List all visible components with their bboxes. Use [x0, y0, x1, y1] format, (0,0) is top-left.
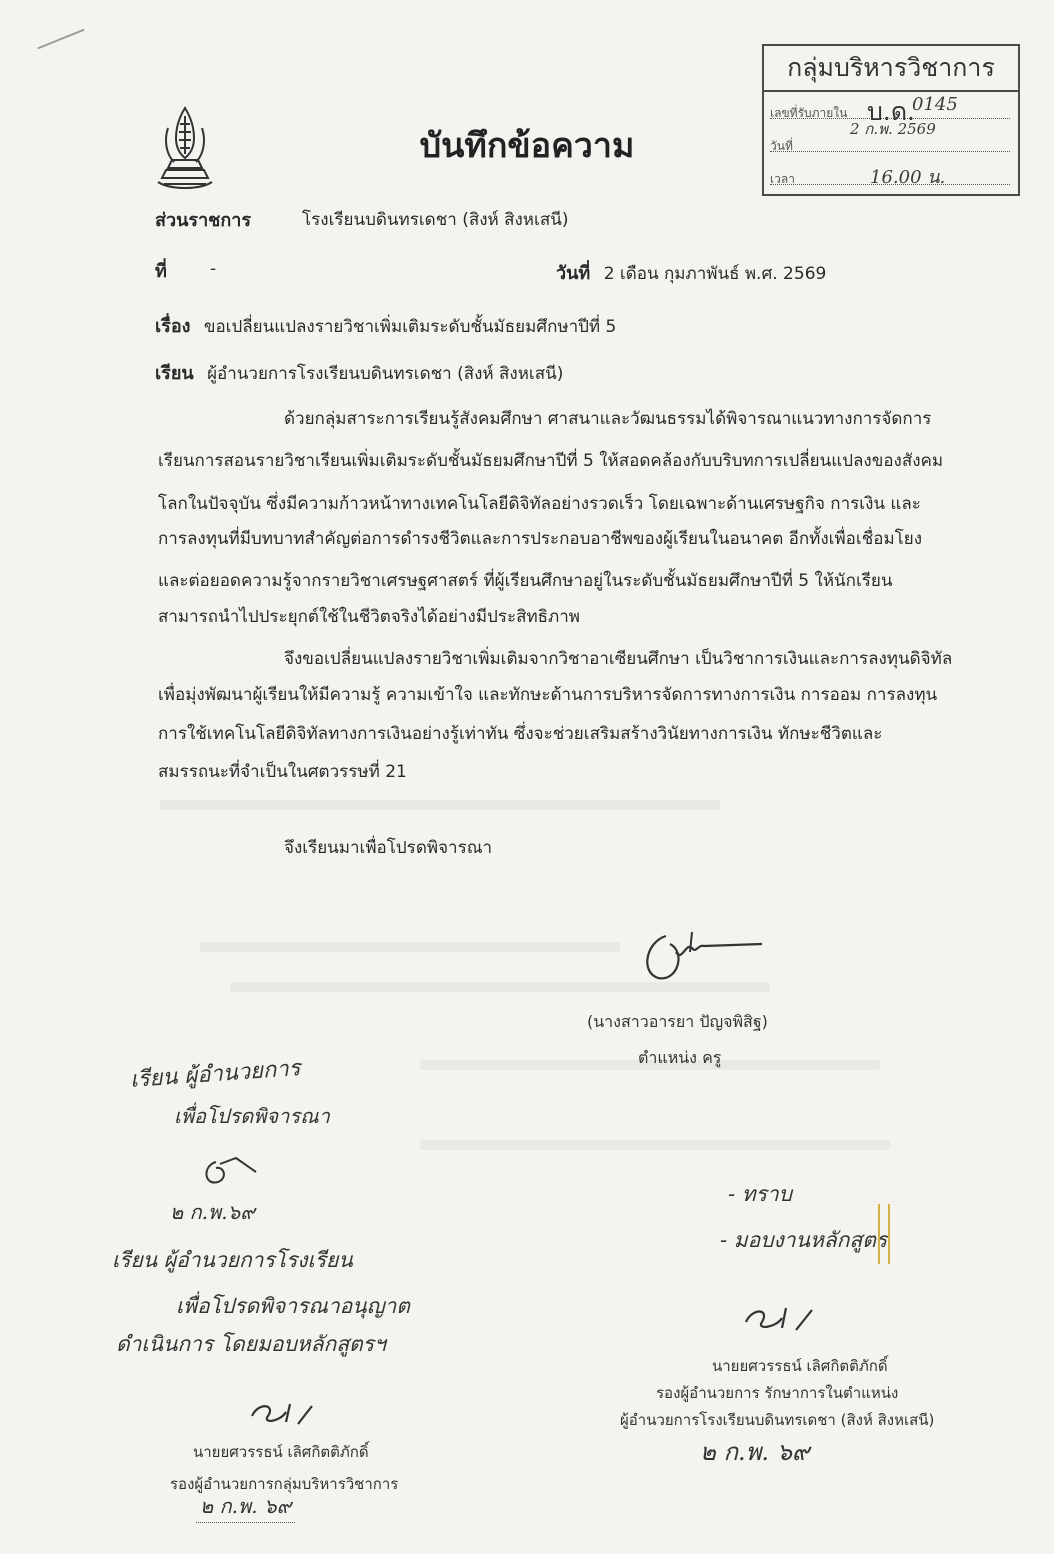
- body-line: การใช้เทคโนโลยีดิจิทัลทางการเงินอย่างรู้เท่าทัน ซึ่งจะช่วยเสริมสร้างวินัยทางการเงิน ทักษะชีวิตและ: [158, 724, 883, 744]
- highlight-marker: [878, 1204, 890, 1264]
- subject-row: [155, 311, 616, 340]
- agency-row: [155, 205, 251, 234]
- body-line: ด้วยกลุ่มสาระการเรียนรู้สังคมศึกษา ศาสนาและวัฒนธรรมได้พิจารณาแนวทางการจัดการ: [284, 409, 932, 429]
- ref-value: -: [210, 259, 217, 279]
- subject-label: เรื่อง: [155, 316, 191, 337]
- subject-value: ขอเปลี่ยนแปลงรายวิชาเพิ่มเติมระดับชั้นมัธยมศึกษาปีที่ 5: [203, 317, 617, 337]
- note-right-line1: - ทราบ: [728, 1182, 793, 1206]
- stamp-header: กลุ่มบริหารวิชาการ บ.ด.: [764, 46, 1018, 92]
- stamp-time-value: 16.00 น.: [870, 167, 946, 188]
- agency-label: ส่วนราชการ: [155, 210, 252, 231]
- signer-name: (นางสาวอารยา ปัญจพิสิฐ): [587, 1012, 768, 1031]
- signer-position: ตำแหน่ง ครู: [638, 1048, 722, 1067]
- date-label: วันที่: [556, 263, 591, 284]
- note-left-line4: เพื่อโปรดพิจารณาอนุญาต: [176, 1294, 410, 1318]
- closing-line: จึงเรียนมาเพื่อโปรดพิจารณา: [284, 838, 493, 858]
- to-row: [155, 358, 563, 387]
- show-through: [160, 800, 720, 810]
- note-right-date: ๒ ก.พ. ๖๙: [700, 1438, 810, 1466]
- body-line: การลงทุนที่มีบทบาทสำคัญต่อการดำรงชีวิตและการประกอบอาชีพของผู้เรียนในอนาคต อีกทั้งเพื่อเชื่อมโยง: [158, 529, 923, 549]
- stamp-date-label: วันที่: [770, 139, 793, 153]
- left-initial-signature: [196, 1152, 266, 1192]
- left-deputy-name: นายยศวรรธน์ เลิศกิตติภักดิ์: [193, 1443, 369, 1461]
- stamp-time-label: เวลา: [770, 172, 795, 186]
- show-through: [420, 1140, 890, 1150]
- ref-label: ที่: [155, 261, 167, 282]
- right-deputy-position1: รองผู้อำนวยการ รักษาการในตำแหน่ง: [656, 1384, 899, 1402]
- right-deputy-position2: ผู้อำนวยการโรงเรียนบดินทรเดชา (สิงห์ สิงหเสนี): [620, 1411, 935, 1429]
- page-title: บันทึกข้อความ: [419, 126, 635, 166]
- body-line: สามารถนำไปประยุกต์ใช้ในชีวิตจริงได้อย่างมีประสิทธิภาพ: [158, 607, 581, 627]
- body-line: เรียนการสอนรายวิชาเรียนเพิ่มเติมระดับชั้นมัธยมศึกษาปีที่ 5 ให้สอดคล้องกับบริบทการเปลี่ยนแปลงของสังคม: [158, 451, 944, 471]
- note-left-line2: เพื่อโปรดพิจารณา: [174, 1104, 330, 1128]
- left-deputy-position: รองผู้อำนวยการกลุ่มบริหารวิชาการ: [170, 1475, 399, 1493]
- show-through: [200, 942, 620, 952]
- stamp-number-value: 0145: [912, 94, 958, 115]
- teacher-signature: [636, 922, 766, 988]
- agency-value: โรงเรียนบดินทรเดชา (สิงห์ สิงหเสนี): [302, 210, 569, 230]
- date-value: 2 เดือน กุมภาพันธ์ พ.ศ. 2569: [603, 264, 827, 284]
- note-left-line5: ดำเนินการ โดยมอบหลักสูตรฯ: [116, 1332, 386, 1356]
- date-row: [556, 258, 826, 287]
- body-line: โลกในปัจจุบัน ซึ่งมีความก้าวหน้าทางเทคโนโลยีดิจิทัลอย่างรวดเร็ว โดยเฉพาะด้านเศรษฐกิจ การเงิน และ: [158, 494, 921, 514]
- body-line: สมรรถนะที่จำเป็นในศตวรรษที่ 21: [158, 762, 407, 782]
- to-value: ผู้อำนวยการโรงเรียนบดินทรเดชา (สิงห์ สิงหเสนี): [207, 364, 564, 384]
- body-line: จึงขอเปลี่ยนแปลงรายวิชาเพิ่มเติมจากวิชาอาเซียนศึกษา เป็นวิชาการเงินและการลงทุนดิจิทัล: [284, 649, 953, 669]
- note-left-line3: เรียน ผู้อำนวยการโรงเรียน: [112, 1248, 353, 1272]
- right-deputy-signature: [740, 1300, 830, 1336]
- to-label: เรียน: [155, 363, 194, 384]
- body-line: เพื่อมุ่งพัฒนาผู้เรียนให้มีความรู้ ความเข้าใจ และทักษะด้านการบริหารจัดการทางการเงิน การออม การลงทุน: [158, 685, 938, 705]
- left-deputy-signature: [246, 1396, 326, 1430]
- body-line: และต่อยอดความรู้จากรายวิชาเศรษฐศาสตร์ ที่ผู้เรียนศึกษาอยู่ในระดับชั้นมัธยมศึกษาปีที่ 5 ให้นักเรียน: [158, 571, 893, 591]
- stamp-date-value: 2 ก.พ. 2569: [850, 120, 936, 138]
- note-right-line2: - มอบงานหลักสูตร: [720, 1228, 888, 1252]
- note-left-line1: เรียน ผู้อำนวยการ: [129, 1056, 302, 1093]
- note-left-date1: ๒ ก.พ.๖๙: [170, 1200, 255, 1224]
- stamp-number-label: เลขที่รับภายใน: [770, 106, 848, 120]
- note-left-date2: ๒ ก.พ. ๖๙: [196, 1490, 295, 1523]
- scan-artifact: [37, 29, 84, 50]
- right-deputy-name: นายยศวรรธน์ เลิศกิตติภักดิ์: [712, 1357, 888, 1375]
